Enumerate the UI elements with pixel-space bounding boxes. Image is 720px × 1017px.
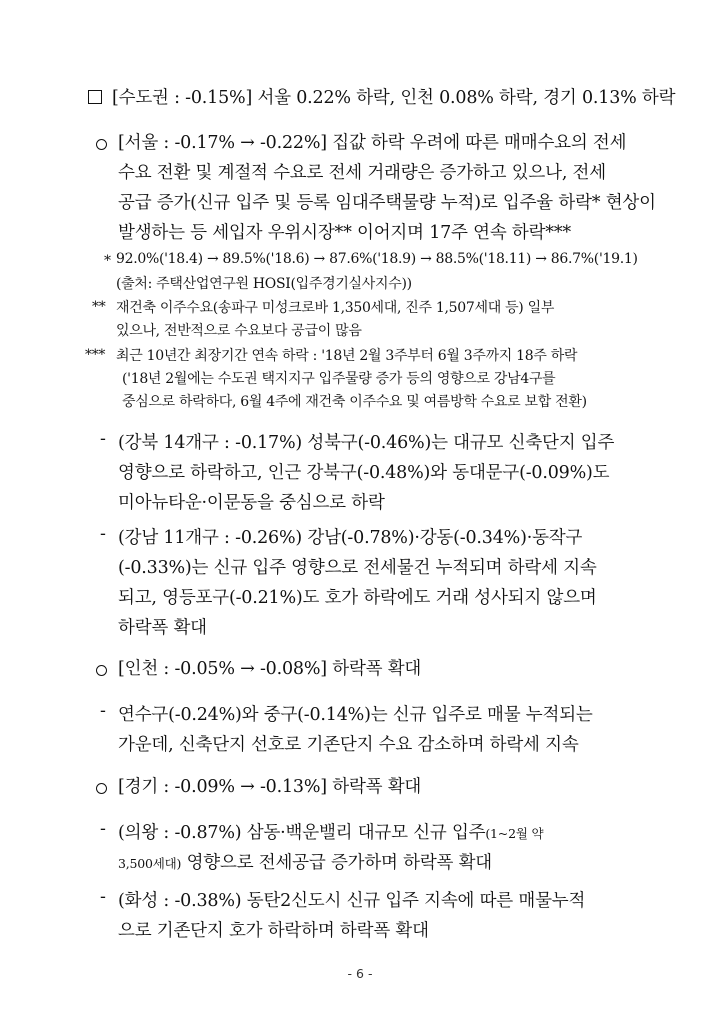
circle-bullet-icon [96,665,107,676]
section-header-text: [수도권 : -0.15%] 서울 0.22% 하락, 인천 0.08% 하락, 경기 0.13% 하락 [112,88,676,108]
hwaseong-line-2: 으로 기존단지 호가 하락하며 하락폭 확대 [118,921,429,941]
gangnam-line-1: (강남 11개구 : -0.26%) 강남(-0.78%)·강동(-0.34%)·동작구 [118,528,583,548]
page-number: - 6 - [347,966,373,981]
gyeonggi-title: [경기 : -0.09% → -0.13%] 하락폭 확대 [118,777,422,797]
section-header [88,84,675,109]
footnote-3-line-1: 최근 10년간 최장기간 연속 하락 : '18년 2월 3주부터 6월 3주까지 18주 하락 [116,348,578,364]
seoul-line-1: [서울 : -0.17% → -0.22%] 집값 하락 우려에 따른 매매수요의 전세 [118,133,627,153]
circle-bullet-icon [96,139,107,150]
footnote-1-mark: * [104,253,111,269]
incheon-line-1: 연수구(-0.24%)와 중구(-0.14%)는 신규 입주로 매물 누적되는 [118,705,593,725]
gangbuk-line-2: 영향으로 하락하고, 인근 강북구(-0.48%)와 동대문구(-0.09%)도 [118,463,610,483]
footnote-1-line-1: 92.0%('18.4) → 89.5%('18.6) → 87.6%('18.9) → 88.5%('18.11) → 86.7%('19.1) [116,251,638,267]
uiwang-dash: - [100,819,106,839]
footnote-2-line-1: 재건축 이주수요(송파구 미성크로바 1,350세대, 진주 1,507세대 등) 일부 [116,300,555,316]
gangnam-line-3: 되고, 영등포구(-0.21%)도 호가 하락에도 거래 성사되지 않으며 [118,588,597,608]
seoul-line-2: 수요 전환 및 계절적 수요로 전세 거래량은 증가하고 있으나, 전세 [118,163,606,183]
uiwang-line-1 [118,819,543,844]
incheon-title: [인천 : -0.05% → -0.08%] 하락폭 확대 [118,659,422,679]
seoul-line-4: 발생하는 등 세입자 우위시장** 이어지며 17주 연속 하락*** [118,223,571,243]
footnote-2-mark: ** [92,299,106,315]
footnote-1-line-2: (출처: 주택산업연구원 HOSI(입주경기실사지수)) [116,276,412,292]
incheon-line-2: 가운데, 신축단지 선호로 기존단지 수요 감소하며 하락세 지속 [118,735,579,755]
gangbuk-dash: - [100,429,106,449]
square-bullet-icon [88,90,102,104]
footnote-2-line-2: 있으나, 전반적으로 수요보다 공급이 많음 [116,323,362,339]
hwaseong-line-1: (화성 : -0.38%) 동탄2신도시 신규 입주 지속에 따른 매물누적 [118,891,586,911]
gangbuk-line-3: 미아뉴타운·이문동을 중심으로 하락 [118,493,385,513]
footnote-3-mark: *** [85,347,106,363]
gangbuk-line-1: (강북 14개구 : -0.17%) 성북구(-0.46%)는 대규모 신축단지 입주 [118,433,615,453]
uiwang-text-c: 3,500세대) [118,856,182,871]
footnote-3-line-2: ('18년 2월에는 수도권 택지지구 입주물량 증가 등의 영향으로 강남4구를 [122,371,556,387]
gangnam-line-4: 하락폭 확대 [118,618,207,638]
incheon-dash: - [100,701,106,721]
circle-bullet-icon [96,783,107,794]
uiwang-line-2 [118,849,492,874]
uiwang-text-a: (의왕 : -0.87%) 삼동·백운밸리 대규모 신규 입주 [118,823,486,843]
gangnam-line-2: (-0.33%)는 신규 입주 영향으로 전세물건 누적되며 하락세 지속 [118,558,597,578]
uiwang-text-b: (1~2월 약 [485,826,544,841]
uiwang-text-d: 영향으로 전세공급 증가하며 하락폭 확대 [181,853,493,873]
hwaseong-dash: - [100,887,106,907]
gangnam-dash: - [100,524,106,544]
seoul-line-3: 공급 증가(신규 입주 및 등록 임대주택물량 누적)로 입주율 하락* 현상이 [118,193,656,213]
footnote-3-line-3: 중심으로 하락하다, 6월 4주에 재건축 이주수요 및 여름방학 수요로 보합 전환) [122,394,587,410]
